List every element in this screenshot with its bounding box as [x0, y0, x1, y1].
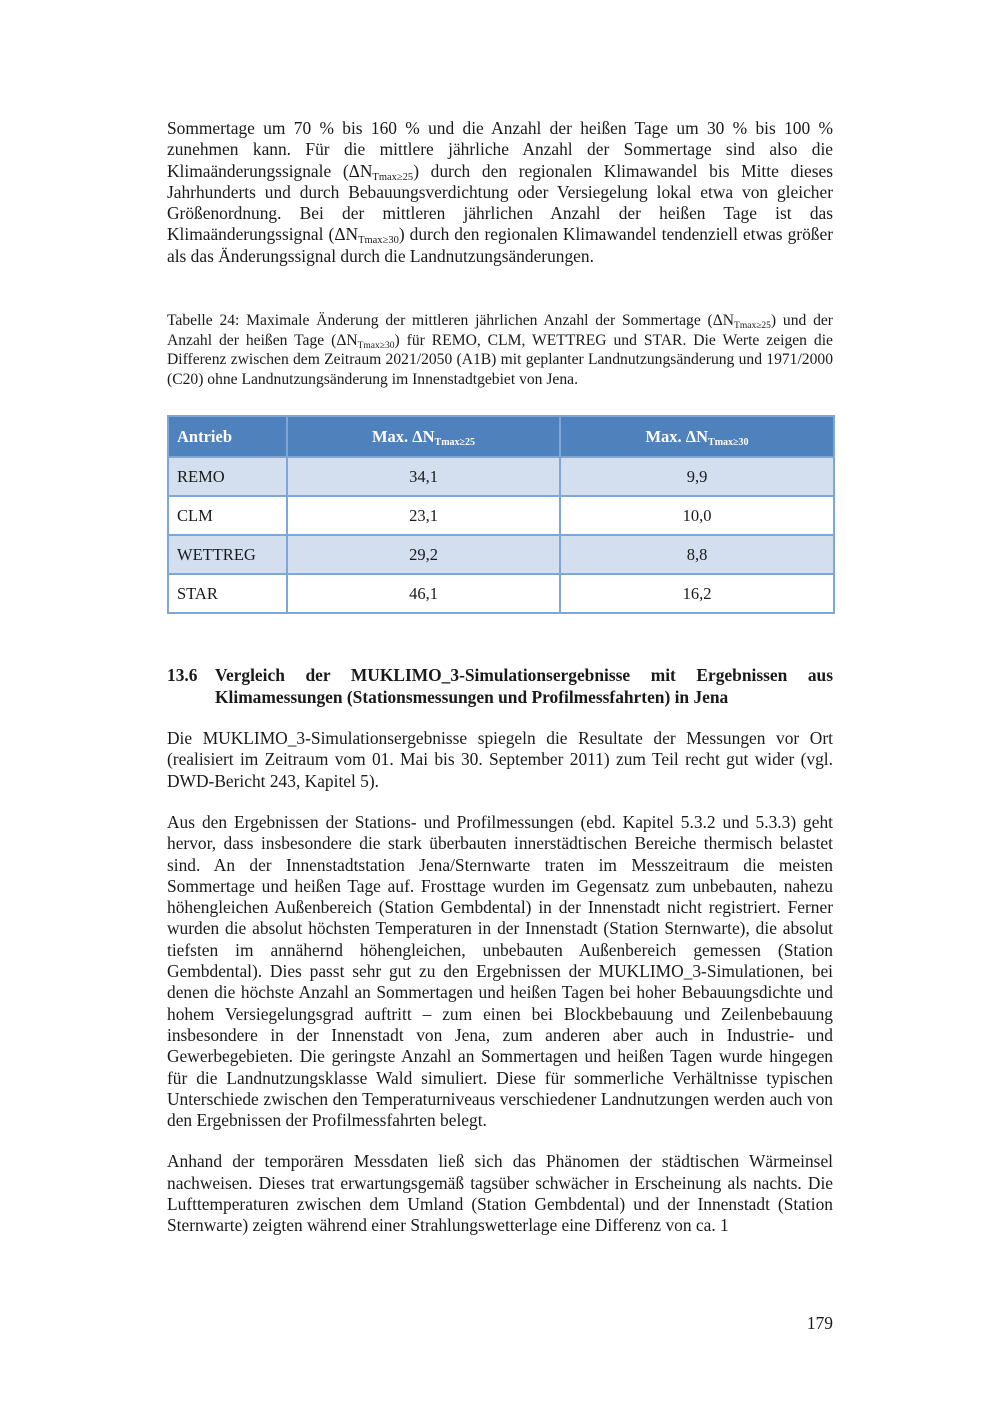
cell-n30: 8,8: [560, 535, 834, 574]
paragraph-muklimo-results: Die MUKLIMO_3-Simulationsergebnisse spiegeln die Resultate der Messungen vor Ort (realisiert im Zeitraum vom 01. Mai bis 30. September 2011) zum Teil recht gut wider (vgl. DWD-Bericht 243, Kapitel 5).: [167, 728, 833, 791]
paragraph-heat-island: Anhand der temporären Messdaten ließ sich das Phänomen der städtischen Wärmeinsel nachweisen. Dieses trat erwartungsgemäß tagsüber schwächer in Erscheinung als nachts. Die Lufttemperaturen zwischen dem Umland (Station Gembdental) und der Innenstadt (Station Sternwarte) zeigten während einer Strahlungswetterlage eine Differenz von ca. 1: [167, 1151, 833, 1236]
cell-n25: 34,1: [287, 457, 560, 496]
cell-n30: 9,9: [560, 457, 834, 496]
results-table: [167, 415, 835, 614]
section-title: Vergleich der MUKLIMO_3-Simulationsergebnisse mit Ergebnissen aus Klimamessungen (Stationsmessungen und Profilmessfahrten) in Jena: [215, 665, 833, 707]
cell-antrieb: REMO: [168, 457, 287, 496]
table-row: [168, 574, 834, 613]
cell-n25: 46,1: [287, 574, 560, 613]
section-heading: [167, 665, 833, 708]
paragraph-station-measurements: Aus den Ergebnissen der Stations- und Profilmessungen (ebd. Kapitel 5.3.2 und 5.3.3) geht hervor, dass insbesondere die stark überbauten innerstädtischen Bereiche thermisch belastet sind. An der Innenstadtstation Jena/Sternwarte traten im Messzeitraum die meisten Sommertage und heißen Tage auf. Frosttage wurden im Gegensatz zum unbebauten, nahezu höhengleichen Außenbereich (Station Gembdental) in der Innenstadt nicht registriert. Ferner wurden die absolut höchsten Temperaturen in der Innenstadt (Station Sternwarte), die absolut tiefsten im annähernd höhengleichen, unbebauten Außenbereich gemessen (Station Gembdental). Dies passt sehr gut zu den Ergebnissen der MUKLIMO_3-Simulationen, bei denen die höchste Anzahl an Sommertagen und heißen Tagen bei hoher Bebauungsdichte und hohem Versiegelungsgrad auftritt – zum einen bei Blockbebauung und Zeilenbebauung insbesondere in der Innenstadt von Jena, zum anderen aber auch in Industrie- und Gewerbegebieten. Die geringste Anzahl an Sommertagen und heißen Tagen wurde hingegen für die Landnutzungsklasse Wald simuliert. Diese für sommerliche Verhältnisse typischen Unterschiede zwischen den Temperaturniveaus verschiedener Landnutzungen werden auch von den Ergebnissen der Profilmessfahrten belegt.: [167, 811, 833, 1131]
table-header-row: [168, 416, 834, 457]
page-number: 179: [806, 1313, 833, 1333]
header-max-tmax25: Max. $\Delta N_{Tmax\ge 25}$: [287, 416, 560, 457]
cell-n30: 10,0: [560, 496, 834, 535]
cell-antrieb: STAR: [168, 574, 287, 613]
table-caption: Tabelle 24: Maximale Änderung der mittleren jährlichen Anzahl der Sommertage $(\Delta N_{Tmax\ge 25})$ und der Anzahl der heißen Tage $(\Delta N_{Tmax\ge 30})$ für REMO, CLM, WETTREG und STAR. Die Werte zeigen die Differenz zwischen dem Zeitraum 2021/2050 (A1B) mit geplanter Landnutzungsänderung und 1971/2000 (C20) ohne Landnutzungsänderung im Innenstadtgebiet von Jena.: [167, 312, 834, 388]
header-max-tmax30: Max. $\Delta N_{Tmax\ge 30}$: [560, 416, 834, 457]
table-row: [168, 457, 834, 496]
subscript-tmax25: Tmax≥25: [372, 171, 414, 183]
table-row: [168, 496, 834, 535]
cell-antrieb: CLM: [168, 496, 287, 535]
caption-subscript-tmax30: Tmax≥30: [357, 340, 395, 351]
cell-n25: 29,2: [287, 535, 560, 574]
cell-n30: 16,2: [560, 574, 834, 613]
header-antrieb: Antrieb: [168, 416, 287, 457]
subscript-tmax30: Tmax≥30: [358, 235, 399, 247]
cell-antrieb: WETTREG: [168, 535, 287, 574]
cell-n25: 23,1: [287, 496, 560, 535]
page-content: [167, 118, 833, 1237]
paragraph-summertage: Sommertage um 70 % bis 160 % und die Anzahl der heißen Tage um 30 % bis 100 % zunehmen kann. Für die mittlere jährliche Anzahl der Sommertage sind also die Klimaänderungssignale $(\Delta N_{Tmax\ge 25})$ durch den regionalen Klimawandel bis Mitte dieses Jahrhunderts und durch Bebauungsverdichtung oder Versiegelung lokal etwa von gleicher Größenordnung. Bei der mittleren jährlichen Anzahl der heißen Tage ist das Klimaänderungssignal $(\Delta N_{Tmax\ge 30})$ durch den regionalen Klimawandel tendenziell etwas größer als das Änderungssignal durch die Landnutzungsänderungen.: [167, 118, 833, 266]
caption-subscript-tmax25: Tmax≥25: [734, 321, 771, 332]
table-row: [168, 535, 834, 574]
section-number: 13.6: [167, 665, 198, 686]
